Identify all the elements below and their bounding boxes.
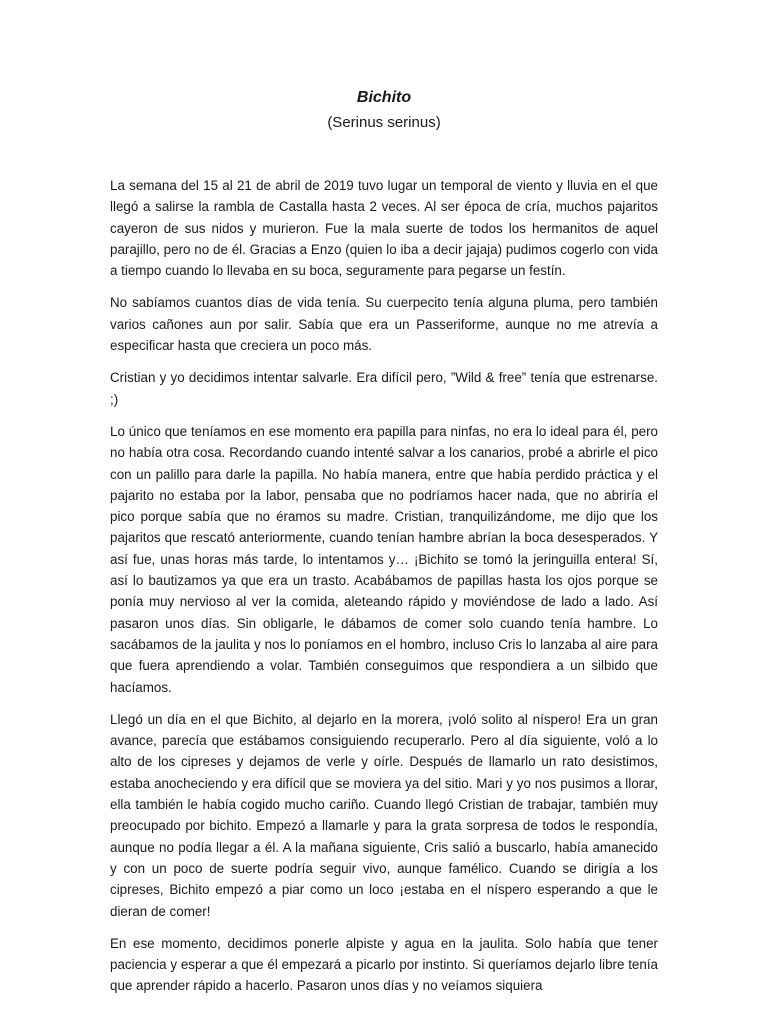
document-title: Bichito <box>356 89 412 106</box>
document-body <box>110 175 658 1005</box>
paragraph: Lo único que teníamos en ese momento era papilla para ninfas, no era lo ideal para él, pero no había otra cosa. Recordando cuando intenté salvar a los canarios, probé a abrirle el pico con un palillo para darle la papilla. No había manera, entre que había perdido práctica y el pajarito no estaba por la labor, pensaba que no podríamos hacer nada, que no abriría el pico porque sabía que no éramos su madre. Cristian, tranquilizándome, me dijo que los pajaritos que rescató anteriormente, cuando tenían hambre abrían la boca desesperados. Y así fue, unas horas más tarde, lo intentamos y… ¡Bichito se tomó la jeringuilla entera! Sí, así lo bautizamos ya que era un trasto. Acabábamos de papillas hasta los ojos porque se ponía muy nervioso al ver la comida, aleteando rápido y moviéndose de lado a lado. Así pasaron unos días. Sin obligarle, le dábamos de comer solo cuando tenía hambre. Lo sacábamos de la jaulita y nos lo poníamos en el hombro, incluso Cris lo lanzaba al aire para que fuera aprendiendo a volar. También conseguimos que respondiera a un silbido que hacíamos. <box>110 423 658 695</box>
paragraph: Cristian y yo decidimos intentar salvarle. Era difícil pero, ”Wild & free” tenía que estrenarse. ;) <box>110 370 658 407</box>
paragraph: La semana del 15 al 21 de abril de 2019 tuvo lugar un temporal de viento y lluvia en el que llegó a salirse la rambla de Castalla hasta 2 veces. Al ser época de cría, muchos pajaritos cayeron de sus nidos y murieron. Fue la mala suerte de todos los hermanitos de aquel parajillo, pero no de él. Gracias a Enzo (quien lo iba a decir jajaja) pudimos cogerlo con vida a tiempo cuando lo llevaba en su boca, seguramente para pegarse un festín. <box>110 178 658 279</box>
paragraph: Llegó un día en el que Bichito, al dejarlo en la morera, ¡voló solito al níspero! Era un gran avance, parecía que estábamos consiguiendo recuperarlo. Pero al día siguiente, voló a lo alto de los cipreses y dejamos de verle y oírle. Después de llamarlo un rato desistimos, estaba anocheciendo y era difícil que se moviera ya del sitio. Mari y yo nos pusimos a llorar, ella también le había cogido mucho cariño. Cuando llegó Cristian de trabajar, también muy preocupado por bichito. Empezó a llamarle y para la grata sorpresa de todos le respondía, aunque no podía llegar a él. A la mañana siguiente, Cris salió a buscarlo, había amanecido y con un poco de suerte podría seguir vivo, aunque famélico. Cuando se dirigía a los cipreses, Bichito empezó a piar como un loco ¡estaba en el níspero esperando a que le dieran de comer! <box>110 711 658 919</box>
document-subtitle: (Serinus serinus) <box>327 114 441 131</box>
paragraph: No sabíamos cuantos días de vida tenía. Su cuerpecito tenía alguna pluma, pero también varios cañones aun por salir. Sabía que era un Passeriforme, aunque no me atrevía a especificar hasta que creciera un poco más. <box>110 295 658 354</box>
paragraph: En ese momento, decidimos ponerle alpiste y agua en la jaulita. Solo había que tener paciencia y esperar a que él empezará a picarlo por instinto. Si queríamos dejarlo libre tenía que aprender rápido a hacerlo. Pasaron unos días y no veíamos siquiera <box>110 935 658 994</box>
